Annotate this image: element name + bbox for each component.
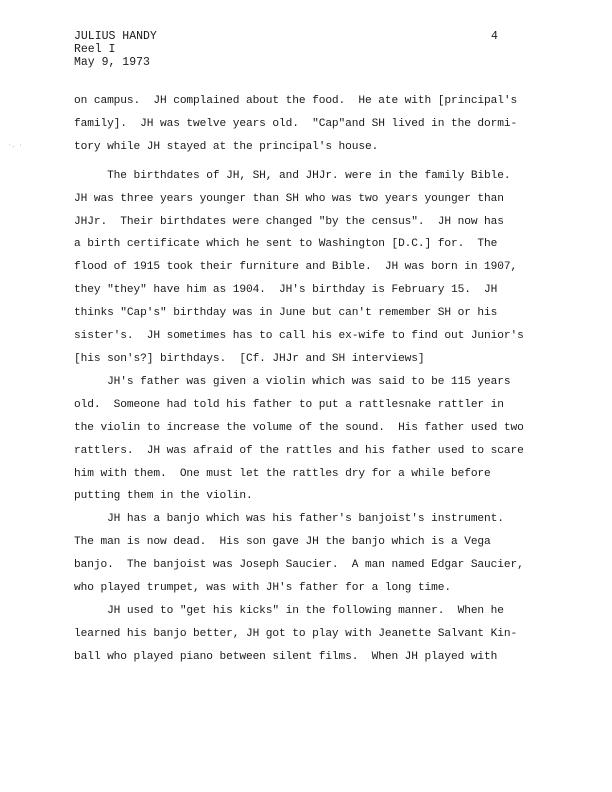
interview-date: May 9, 1973	[74, 56, 150, 69]
text-line: The man is now dead. His son gave JH the banjo which is a Vega	[74, 536, 491, 549]
reel-label: Reel I	[74, 43, 116, 56]
text-line: JH's father was given a violin which was said to be 115 years	[74, 375, 511, 388]
page-header	[74, 30, 157, 69]
page-number: 4	[491, 30, 498, 43]
text-line: JH used to "get his kicks" in the following manner. When he	[74, 604, 504, 617]
interviewee-name: JULIUS HANDY	[74, 30, 157, 43]
text-line: who played trumpet, was with JH's father for a long time.	[74, 582, 451, 595]
transcript-body	[74, 90, 544, 669]
text-line: rattlers. JH was afraid of the rattles and his father used to scare	[74, 444, 524, 457]
text-line: family]. JH was twelve years old. "Cap"and SH lived in the dormi-	[74, 117, 518, 130]
text-line: him with them. One must let the rattles dry for a while before	[74, 467, 491, 480]
text-line: on campus. JH complained about the food. He ate with [principal's	[74, 95, 518, 107]
text-line: JHJr. Their birthdates were changed "by the census". JH now has	[74, 215, 504, 228]
text-line: ball who played piano between silent films. When JH played with	[74, 650, 498, 663]
text-line: old. Someone had told his father to put a rattlesnake rattler in	[74, 398, 504, 411]
text-line: sister's. JH sometimes has to call his ex-wife to find out Junior's	[74, 330, 524, 343]
text-line: putting them in the violin.	[74, 490, 253, 503]
paragraph	[74, 508, 544, 600]
text-line: they "they" have him as 1904. JH's birthday is February 15. JH	[74, 284, 498, 297]
paragraph	[74, 165, 544, 371]
text-line: tory while JH stayed at the principal's house.	[74, 140, 379, 153]
paragraph	[74, 371, 544, 508]
text-line: a birth certificate which he sent to Washington [D.C.] for. The	[74, 238, 498, 251]
text-line: flood of 1915 took their furniture and Bible. JH was born in 1907,	[74, 261, 518, 274]
text-line: JH has a banjo which was his father's banjoist's instrument.	[74, 513, 504, 526]
text-line: the violin to increase the volume of the sound. His father used two	[74, 421, 524, 434]
paragraph	[74, 600, 544, 669]
text-line: thinks "Cap's" birthday was in June but can't remember SH or his	[74, 307, 498, 320]
scan-specks: ·. ·	[8, 142, 23, 149]
text-line: learned his banjo better, JH got to play with Jeanette Salvant Kin-	[74, 627, 518, 640]
text-line: The birthdates of JH, SH, and JHJr. were in the family Bible.	[74, 169, 511, 182]
text-line: JH was three years younger than SH who was two years younger than	[74, 192, 504, 205]
paragraph	[74, 90, 544, 159]
text-line: banjo. The banjoist was Joseph Saucier. A man named Edgar Saucier,	[74, 559, 524, 572]
text-line: [his son's?] birthdays. [Cf. JHJr and SH interviews]	[74, 352, 425, 365]
